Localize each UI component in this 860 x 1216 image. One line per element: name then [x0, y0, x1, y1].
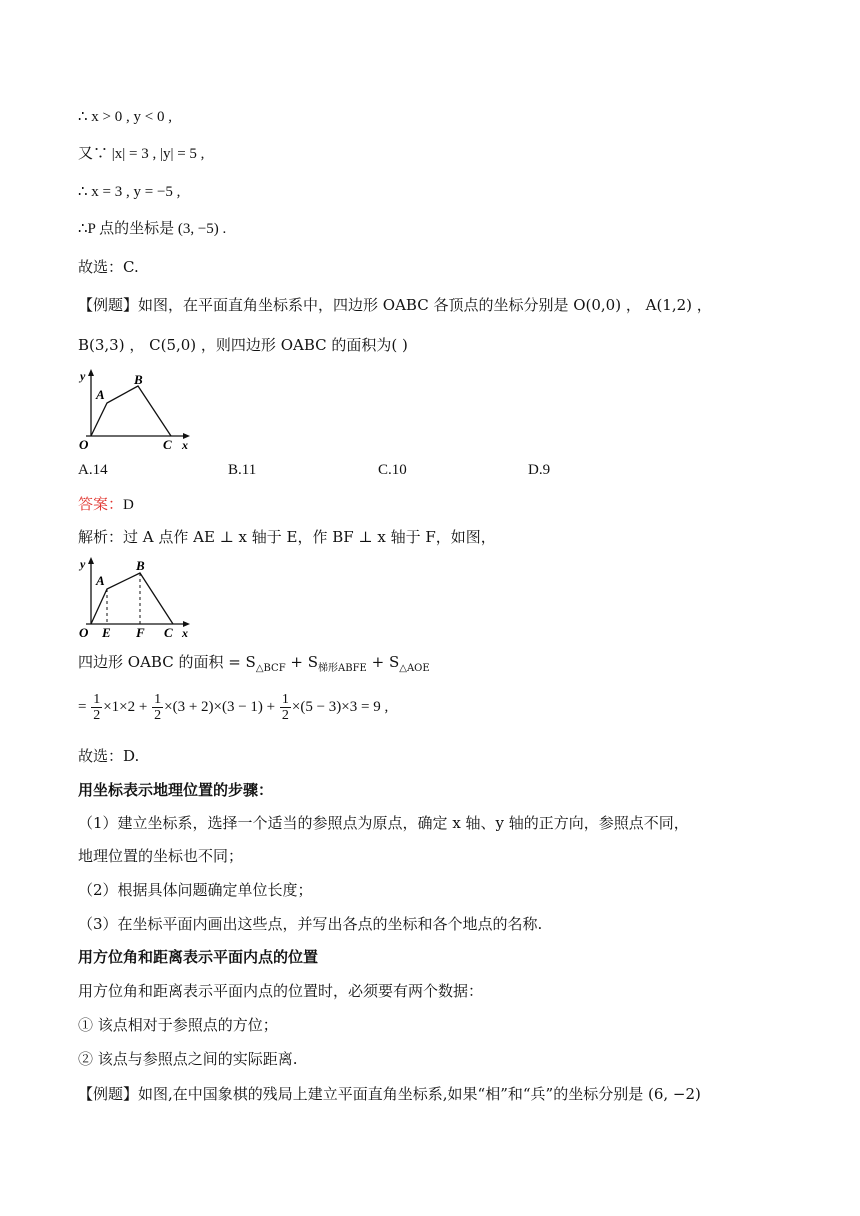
- label-f: F: [136, 625, 145, 640]
- answer-line: [78, 493, 134, 516]
- numerator: 1: [154, 692, 162, 708]
- label-o: O: [79, 437, 89, 450]
- analysis-end: 故选：D.: [78, 747, 140, 765]
- label-e: E: [102, 625, 111, 640]
- label-x: x: [182, 438, 188, 450]
- fraction-half-3: [280, 692, 291, 723]
- fraction-half-1: [91, 692, 102, 723]
- section-1-heading: 用坐标表示地理位置的步骤：: [78, 781, 274, 799]
- label-a: A: [96, 387, 105, 402]
- label-a: A: [96, 573, 105, 588]
- line-5: 故选：C.: [78, 258, 139, 276]
- area-sub-2: 梯形ABFE: [318, 663, 367, 674]
- option-b: B.11: [228, 462, 257, 478]
- label-y: y: [80, 557, 86, 571]
- option-d: D.9: [528, 462, 551, 478]
- label-c: C: [164, 625, 173, 640]
- denominator: 2: [154, 708, 162, 724]
- quadrilateral-figure-with-perpendiculars: [76, 556, 196, 640]
- term-1: ×1×2 +: [103, 699, 148, 715]
- label-y: y: [80, 369, 86, 383]
- label-x: x: [182, 626, 188, 640]
- line-2: 又∵ |x| = 3 , |y| = 5 ,: [78, 146, 205, 162]
- area-formula: [78, 651, 430, 680]
- area-left: 四边形 OABC 的面积 = S: [78, 653, 256, 671]
- area-sub-1: △BCF: [255, 663, 286, 674]
- numerator: 1: [93, 692, 101, 708]
- section-2-heading: 用方位角和距离表示平面内点的位置: [78, 948, 319, 966]
- line-4: ∴P 点的坐标是 (3, −5) .: [78, 221, 227, 237]
- step-2: （2）根据具体问题确定单位长度；: [78, 881, 313, 899]
- answer-value: D: [123, 497, 134, 513]
- label-b: B: [136, 558, 145, 573]
- option-a: A.14: [78, 462, 108, 478]
- option-c: C.10: [378, 462, 407, 478]
- area-plus-1: + S: [285, 653, 319, 671]
- section-2-point-1: ① 该点相对于参照点的方位；: [78, 1016, 278, 1034]
- analysis-line-1: 解析：过 A 点作 AE ⊥ x 轴于 E，作 BF ⊥ x 轴于 F，如图，: [78, 528, 496, 546]
- area-computation: [78, 690, 388, 724]
- line-3: ∴ x = 3 , y = −5 ,: [78, 184, 181, 200]
- example-2-text: 【例题】如图,在中国象棋的残局上建立平面直角坐标系,如果“相”和“兵”的坐标分别是 (6, −2): [78, 1085, 701, 1103]
- term-2: ×(3 + 2)×(3 − 1) +: [164, 699, 276, 715]
- example-1-line-a: 【例题】如图，在平面直角坐标系中，四边形 OABC 各顶点的坐标分别是 O(0,0) ， A(1,2) ，: [78, 296, 712, 314]
- line-1: ∴ x > 0 , y < 0 ,: [78, 109, 172, 125]
- step-1-b: 地理位置的坐标也不同；: [78, 847, 244, 865]
- step-1-a: （1）建立坐标系，选择一个适当的参照点为原点，确定 x 轴、y 轴的正方向，参照点不同，: [78, 814, 689, 832]
- area-plus-2: + S: [366, 653, 400, 671]
- y-axis-arrow: [88, 557, 94, 564]
- y-axis-arrow: [88, 369, 94, 376]
- denominator: 2: [93, 708, 101, 724]
- label-b: B: [134, 372, 143, 387]
- step-3: （3）在坐标平面内画出这些点，并写出各点的坐标和各个地点的名称.: [78, 915, 543, 933]
- example-1-line-b: B(3,3) ， C(5,0) ，则四边形 OABC 的面积为( ): [78, 336, 408, 354]
- label-c: C: [163, 437, 172, 450]
- answer-label: 答案：: [78, 495, 124, 513]
- section-2-point-2: ② 该点与参照点之间的实际距离.: [78, 1050, 298, 1068]
- label-o: O: [79, 625, 89, 640]
- numerator: 1: [281, 692, 289, 708]
- quadrilateral-figure: [76, 368, 196, 450]
- term-3: ×(5 − 3)×3 = 9 ,: [291, 699, 389, 715]
- eq-sign: =: [78, 699, 87, 715]
- fraction-half-2: [152, 692, 163, 723]
- denominator: 2: [281, 708, 289, 724]
- section-2-intro: 用方位角和距离表示平面内点的位置时，必须要有两个数据：: [78, 982, 484, 1000]
- area-sub-3: △AOE: [399, 663, 430, 674]
